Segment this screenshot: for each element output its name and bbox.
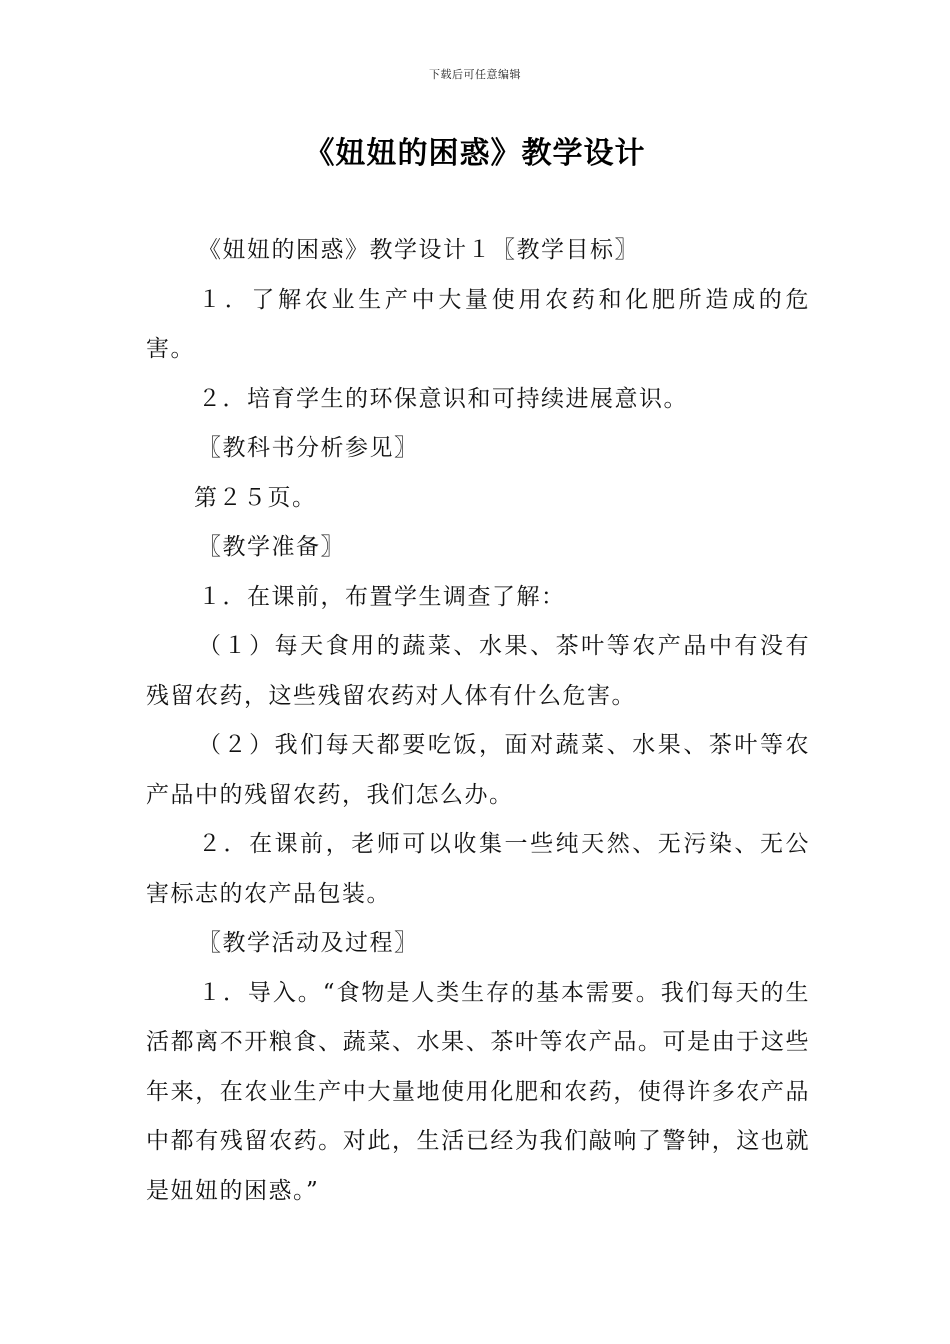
- document-title: 《妞妞的困惑》教学设计: [304, 136, 646, 171]
- paragraph-prep-1-b: （２）我们每天都要吃饭，面对蔬菜、水果、茶叶等农产品中的残留农药，我们怎么办。: [146, 732, 810, 808]
- paragraph-goal-1: １．了解农业生产中大量使用农药和化肥所造成的危害。: [146, 286, 810, 362]
- paragraph-prep-2: ２．在课前，老师可以收集一些纯天然、无污染、无公害标志的农产品包装。: [146, 831, 810, 907]
- header-note: 下载后可任意编辑: [429, 68, 521, 81]
- paragraph-design-goal: 《妞妞的困惑》教学设计１〖教学目标〗: [198, 237, 639, 263]
- paragraph-page-ref: 第２５页。: [194, 484, 317, 511]
- paragraph-prep-1-a: （１）每天食用的蔬菜、水果、茶叶等农产品中有没有残留农药，这些残留农药对人体有什么危害。: [146, 633, 810, 709]
- document-body: [146, 226, 810, 1216]
- paragraph-prep-heading: 〖教学准备〗: [198, 534, 345, 560]
- paragraph-activity-heading: 〖教学活动及过程〗: [198, 930, 419, 956]
- paragraph-prep-1: １．在课前，布置学生调查了解：: [198, 583, 566, 610]
- paragraph-textbook-heading: 〖教科书分析参见〗: [198, 435, 419, 461]
- paragraph-activity-1: １．导入。“食物是人类生存的基本需要。我们每天的生活都离不开粮食、蔬菜、水果、茶叶等农产品。可是由于这些年来，在农业生产中大量地使用化肥和农药，使得许多农产品中都有残留农药。对此，生活已经为我们敲响了警钟，这也就是妞妞的困惑。”: [146, 979, 810, 1204]
- paragraph-goal-2: ２．培育学生的环保意识和可持续进展意识。: [198, 385, 688, 412]
